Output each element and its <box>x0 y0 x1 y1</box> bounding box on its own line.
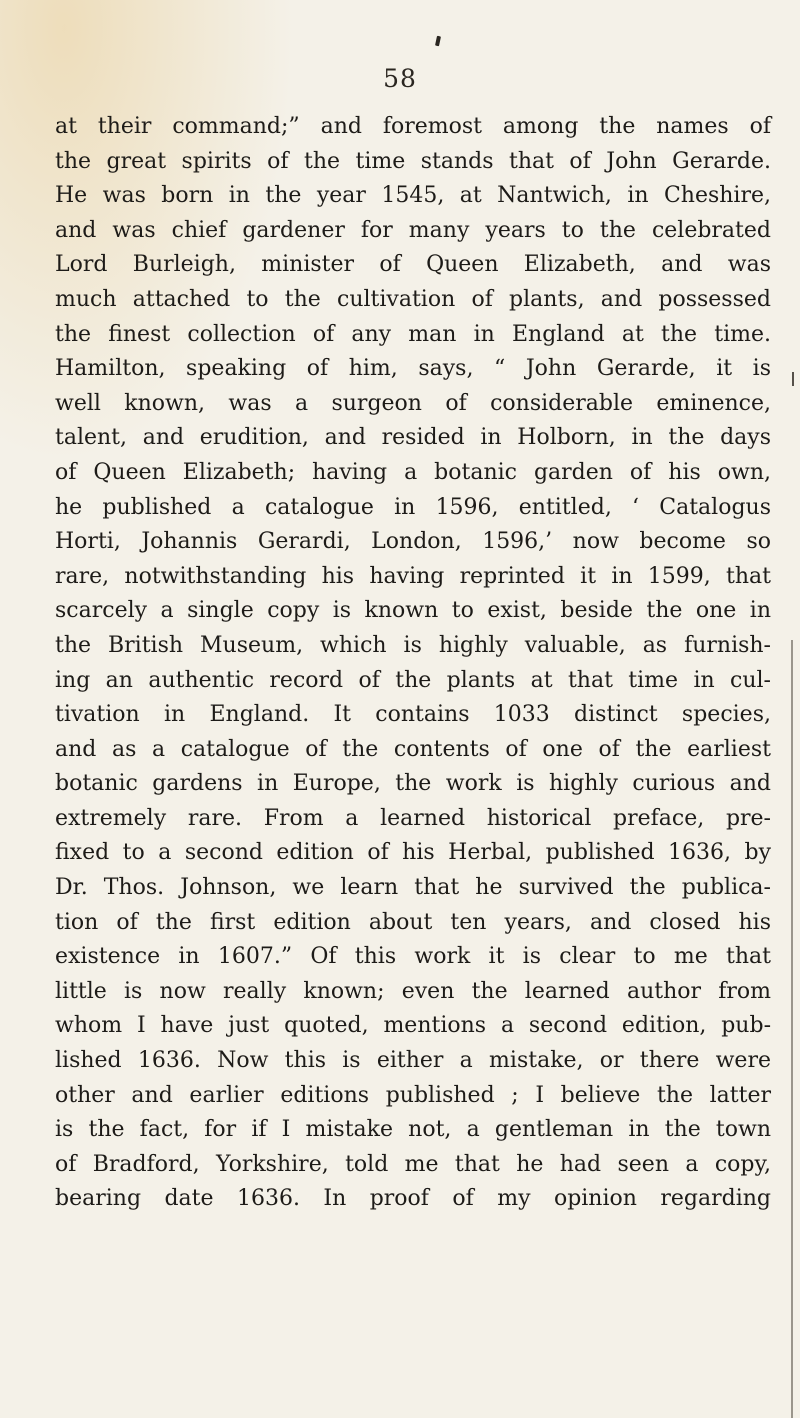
text-line: whom I have just quoted, mentions a second edition, pub- <box>55 1013 771 1039</box>
text-line: talent, and erudition, and resided in Holborn, in the days <box>55 425 771 451</box>
text-line: of Bradford, Yorkshire, told me that he had seen a copy, <box>55 1151 771 1177</box>
text-line: rare, notwithstanding his having reprinted it in 1599, that <box>55 563 771 589</box>
body-text <box>55 110 771 1217</box>
text-line: tivation in England. It contains 1033 distinct species, <box>55 702 771 728</box>
text-line: existence in 1607.” Of this work it is clear to me that <box>55 944 771 970</box>
margin-mark <box>792 372 794 386</box>
text-line: other and earlier editions published ; I believe the latter <box>55 1082 771 1108</box>
text-line: botanic gardens in Europe, the work is highly curious and <box>55 771 771 797</box>
text-line: Hamilton, speaking of him, says, “ John Gerarde, it is <box>55 356 771 382</box>
text-line: the British Museum, which is highly valuable, as furnish- <box>55 632 771 658</box>
text-line: well known, was a surgeon of considerable eminence, <box>55 390 771 416</box>
text-line: of Queen Elizabeth; having a botanic garden of his own, <box>55 459 771 485</box>
text-line: and as a catalogue of the contents of one of the earliest <box>55 736 771 762</box>
text-line: the great spirits of the time stands that of John Gerarde. <box>55 148 771 174</box>
ink-speck <box>435 36 441 47</box>
text-line: little is now really known; even the learned author from <box>55 978 771 1004</box>
text-line: ing an authentic record of the plants at that time in cul- <box>55 667 771 693</box>
text-line: Dr. Thos. Johnson, we learn that he survived the publica- <box>55 875 771 901</box>
page-number: 58 <box>383 64 417 93</box>
text-line: much attached to the cultivation of plants, and possessed <box>55 286 771 312</box>
page-edge-line <box>791 640 793 1418</box>
text-line: lished 1636. Now this is either a mistake, or there were <box>55 1048 771 1074</box>
text-line: the finest collection of any man in England at the time. <box>55 321 771 347</box>
text-line: is the fact, for if I mistake not, a gentleman in the town <box>55 1117 771 1143</box>
text-line: scarcely a single copy is known to exist, beside the one in <box>55 598 771 624</box>
text-line: Horti, Johannis Gerardi, London, 1596,’ now become so <box>55 529 771 555</box>
text-line: extremely rare. From a learned historical preface, pre- <box>55 805 771 831</box>
text-line: Lord Burleigh, minister of Queen Elizabeth, and was <box>55 252 771 278</box>
text-line: bearing date 1636. In proof of my opinion regarding <box>55 1186 771 1212</box>
text-line: He was born in the year 1545, at Nantwich, in Cheshire, <box>55 183 771 209</box>
text-line: tion of the first edition about ten years, and closed his <box>55 909 771 935</box>
text-line: and was chief gardener for many years to the celebrated <box>55 217 771 243</box>
text-line: he published a catalogue in 1596, entitled, ‘ Catalogus <box>55 494 771 520</box>
text-line: at their command;” and foremost among the names of <box>55 114 771 139</box>
text-line: fixed to a second edition of his Herbal, published 1636, by <box>55 840 771 866</box>
